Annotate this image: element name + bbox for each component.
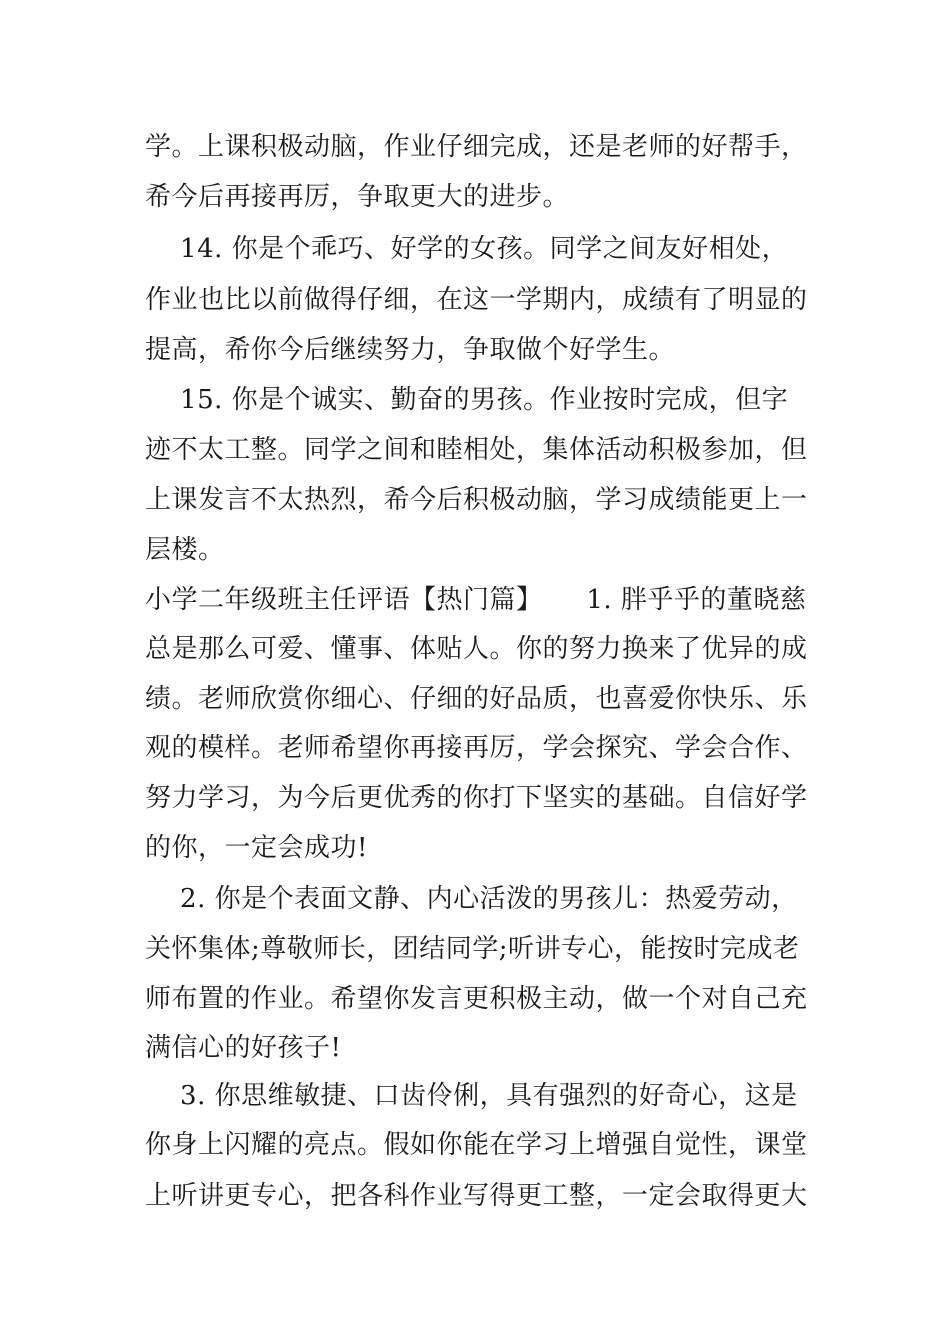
text-line: 关怀集体;尊敬师长，团结同学;听讲专心，能按时完成老 xyxy=(145,934,800,964)
text-line: 的你，一定会成功! xyxy=(145,833,368,863)
text-line: 上听讲更专心，把各科作业写得更工整，一定会取得更大 xyxy=(145,1181,808,1211)
text-line: 你身上闪耀的亮点。假如你能在学习上增强自觉性，课堂 xyxy=(145,1130,808,1160)
text-line: 总是那么可爱、懂事、体贴人。你的努力换来了优异的成 xyxy=(145,634,808,664)
text-line: 学。上课积极动脑，作业仔细完成，还是老师的好帮手， xyxy=(145,132,808,162)
text-line: 努力学习，为今后更优秀的你打下坚实的基础。自信好学 xyxy=(145,783,808,813)
text-line: 提高，希你今后继续努力，争取做个好学生。 xyxy=(145,335,676,365)
text-line: 绩。老师欣赏你细心、仔细的好品质，也喜爱你快乐、乐 xyxy=(145,684,808,714)
text-line: 上课发言不太热烈，希今后积极动脑，学习成绩能更上一 xyxy=(145,485,808,515)
text-line: 2. 你是个表面文静、内心活泼的男孩儿：热爱劳动， xyxy=(145,884,798,914)
text-line: 师布置的作业。希望你发言更积极主动，做一个对自己充 xyxy=(145,984,808,1014)
text-line: 观的模样。老师希望你再接再厉，学会探究、学会合作、 xyxy=(145,733,808,763)
text-line: 作业也比以前做得仔细，在这一学期内，成绩有了明显的 xyxy=(145,285,808,315)
text-line: 满信心的好孩子! xyxy=(145,1033,342,1063)
text-line: 迹不太工整。同学之间和睦相处，集体活动积极参加，但 xyxy=(145,435,808,465)
text-line: 希今后再接再厉，争取更大的进步。 xyxy=(145,182,570,212)
text-line: 14. 你是个乖巧、好学的女孩。同学之间友好相处， xyxy=(145,234,789,264)
section-heading-line: 小学二年级班主任评语【热门篇】 1. 胖乎乎的董晓慈 xyxy=(145,585,807,615)
text-line: 层楼。 xyxy=(145,535,225,565)
text-line: 15. 你是个诚实、勤奋的男孩。作业按时完成，但字 xyxy=(145,385,789,415)
text-line: 3. 你思维敏捷、口齿伶俐，具有强烈的好奇心，这是 xyxy=(145,1081,798,1111)
